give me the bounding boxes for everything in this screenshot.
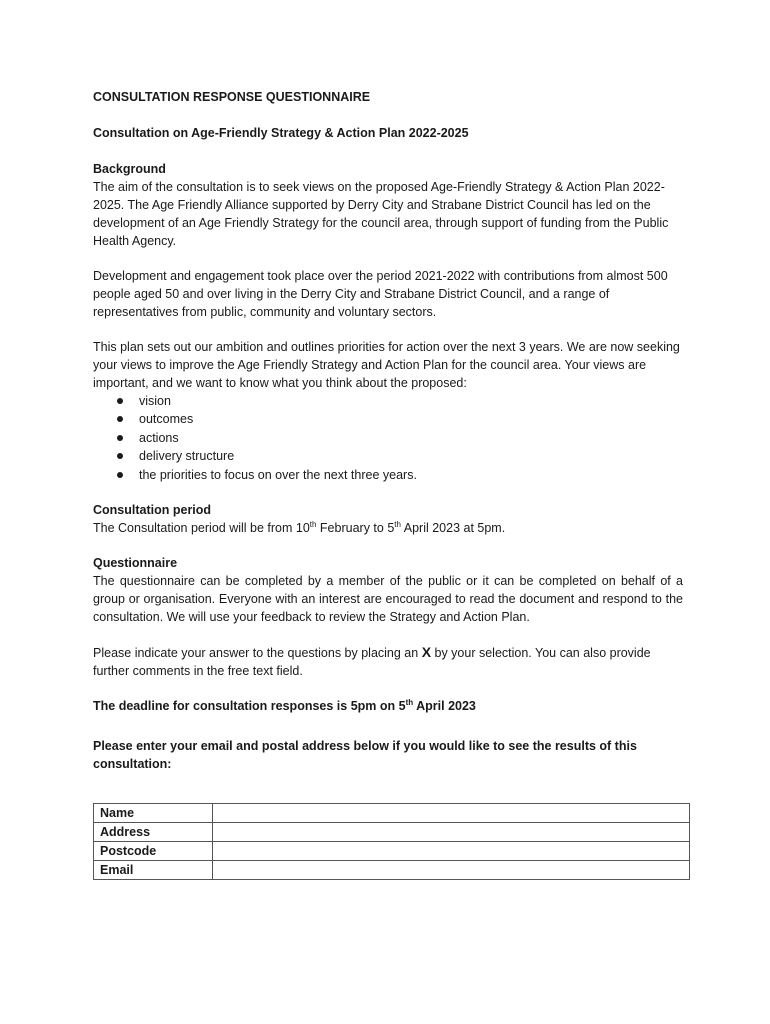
address-field[interactable] — [213, 823, 690, 842]
table-row — [94, 823, 690, 842]
document-title: CONSULTATION RESPONSE QUESTIONNAIRE — [93, 90, 371, 104]
background-heading: Background — [93, 162, 166, 176]
indicate-instructions: Please indicate your answer to the questions by placing an X by your selection. You can also provide further comments in the free text field. — [93, 644, 651, 679]
name-field[interactable] — [213, 804, 690, 823]
background-paragraph-1: The aim of the consultation is to seek views on the proposed Age-Friendly Strategy & Action Plan 2022-2025. The Age Friendly Alliance supported by Derry City and Strabane District Council has led on the development of an Age Friendly Strategy for the council area, through support of funding from the Public Health Agency. — [93, 180, 669, 248]
period-text: The Consultation period will be from 10th February to 5th April 2023 at 5pm. — [93, 519, 506, 536]
table-row — [94, 804, 690, 823]
name-label: Name — [94, 804, 213, 823]
postcode-field[interactable] — [213, 842, 690, 861]
postcode-label: Postcode — [94, 842, 213, 861]
list-item: vision — [139, 392, 683, 410]
table-row — [94, 842, 690, 861]
document-content — [93, 88, 683, 880]
period-heading: Consultation period — [93, 503, 212, 518]
email-label: Email — [94, 861, 213, 880]
list-item: outcomes — [139, 410, 683, 428]
email-field[interactable] — [213, 861, 690, 880]
deadline-notice: The deadline for consultation responses is 5pm on 5th April 2023 — [93, 697, 476, 714]
background-paragraph-3: This plan sets out our ambition and outlines priorities for action over the next 3 years. We are now seeking your views to improve the Age Friendly Strategy and Action Plan for the council area. Your views are important, and we want to know what you think about the proposed: — [93, 340, 680, 390]
background-paragraph-2: Development and engagement took place over the period 2021-2022 with contributions from almost 500 people aged 50 and over living in the Derry City and Strabane District Council, and a range of representatives from public, community and voluntary sectors. — [93, 269, 668, 319]
consultation-subtitle: Consultation on Age-Friendly Strategy & Action Plan 2022-2025 — [93, 126, 469, 140]
table-row — [94, 861, 690, 880]
proposed-items-list — [93, 392, 683, 484]
list-item: the priorities to focus on over the next three years. — [139, 466, 683, 484]
list-item: actions — [139, 429, 683, 447]
address-label: Address — [94, 823, 213, 842]
questionnaire-paragraph: The questionnaire can be completed by a member of the public or it can be completed on behalf of a group or organisation. Everyone with an interest are encouraged to read the document and respond to the consultation. We will use your feedback to review the Strategy and Action Plan. — [93, 574, 683, 625]
questionnaire-heading: Questionnaire — [93, 556, 178, 571]
contact-details-table — [93, 803, 690, 880]
list-item: delivery structure — [139, 447, 683, 465]
contact-request: Please enter your email and postal address below if you would like to see the results of this consultation: — [93, 739, 637, 772]
